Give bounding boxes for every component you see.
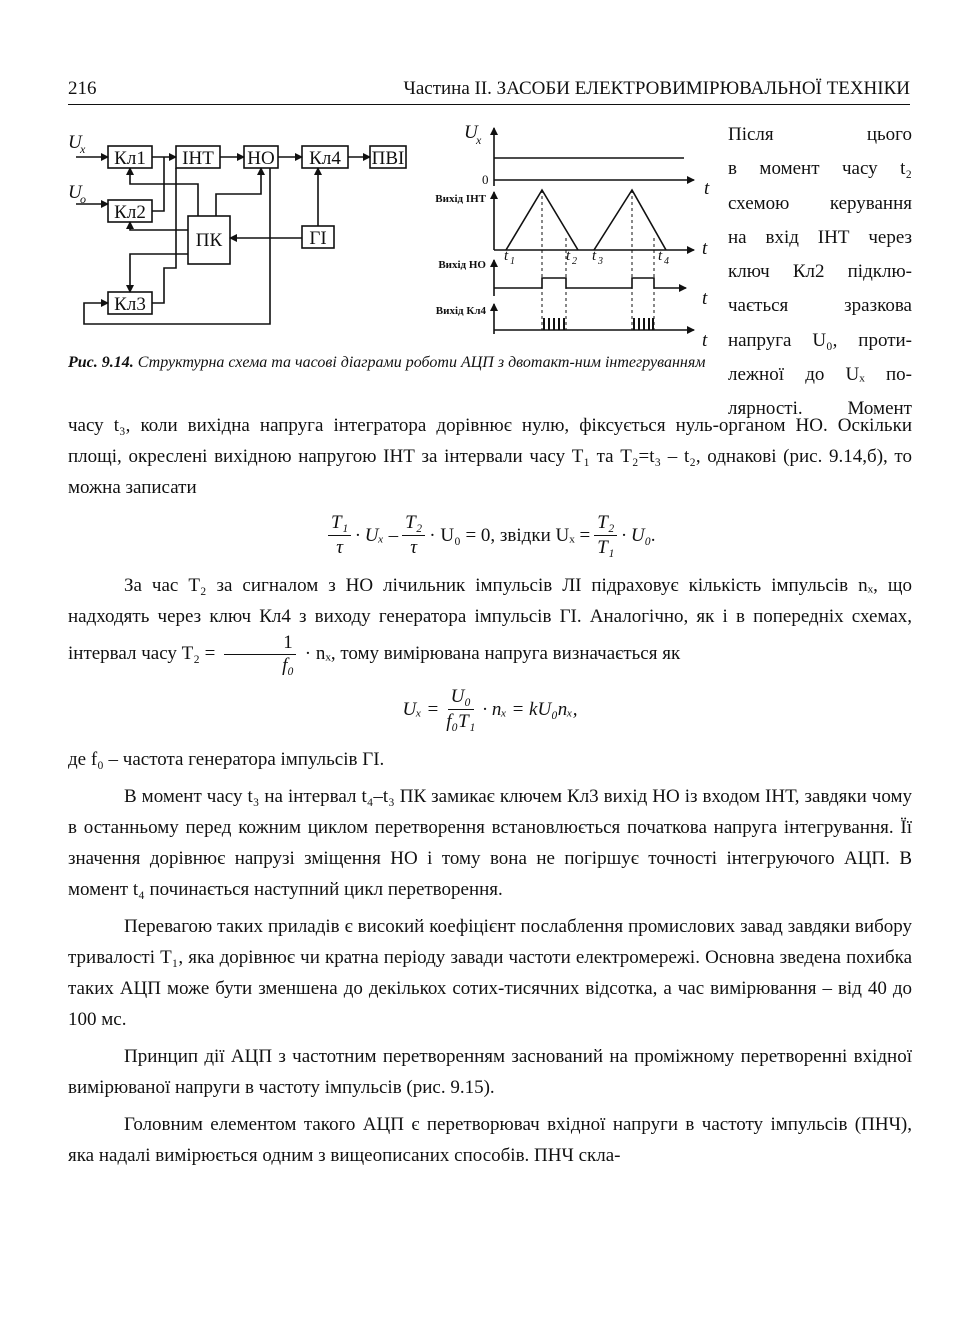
formula-part: Uₓ =: [402, 699, 440, 720]
side-line: Після цього: [728, 124, 912, 145]
formula-part: · U₀.: [621, 525, 656, 546]
side-line: в момент часу t₂: [728, 158, 912, 180]
caption-text: Структурна схема та часові діаграми роботи АЦП з двотакт-ним інтегруванням: [137, 354, 706, 371]
timing-label-kl4-out: Вихід Кл4: [435, 305, 486, 317]
denominator: τ: [336, 537, 344, 558]
fraction: [594, 511, 617, 560]
timing-t4: t: [658, 248, 663, 264]
formula-2: [68, 685, 912, 734]
running-title: Частина II. ЗАСОБИ ЕЛЕКТРОВИМІРЮВАЛЬНОЇ ТЕХНІКИ: [403, 78, 910, 99]
numerator: T₁: [328, 511, 351, 536]
label-pvi: ПВІ: [371, 148, 405, 169]
timing-label-no-out: Вихід НО: [438, 259, 486, 271]
formula-part: · Uₓ –: [355, 525, 399, 546]
fraction: [402, 511, 425, 560]
side-line: лярності. Момент: [728, 398, 912, 420]
fraction: [223, 632, 297, 677]
fraction: [328, 511, 351, 560]
numerator: U₀: [448, 685, 474, 710]
formula-part: · U₀ = 0, звідки Uₓ =: [429, 525, 591, 546]
timing-label-int-out: Вихід ІНТ: [435, 193, 486, 205]
figure-9-14: [66, 118, 716, 350]
label-kl3: Кл3: [114, 294, 146, 315]
input-uo-label: U: [68, 182, 82, 203]
side-line: напруга U₀, проти-: [728, 329, 912, 351]
label-gi: ГІ: [309, 228, 327, 249]
denominator: f₀: [282, 655, 294, 676]
page-number: 216: [68, 78, 97, 99]
timing-t3: t: [592, 248, 597, 264]
label-no: НО: [247, 148, 275, 169]
denominator: f₀T₁: [446, 711, 476, 732]
paragraph: [68, 570, 912, 677]
timing-t2: t: [566, 248, 571, 264]
figure-caption: [68, 352, 718, 373]
paragraph: часу t₃, коли вихідна напруга інтегратора дорівнює нулю, фіксується нуль-органом НО. Оскільки площі, окреслені вихідною напругою ІНТ за інтервали часу T₁ та T₂=t₃ – t₂, однакові (рис. 9.14,б), то можна записати: [68, 415, 912, 498]
text-run: · nₓ, тому вимірювана напруга визначається як: [304, 642, 681, 664]
text-run: За час T₂ за сигналом з НО лічильник імпульсів ЛІ підраховує кількість імпульсів nₓ, що надходять через ключ Кл4 з виходу генератора імпульсів ГІ. Аналогічно, як і в попередніх схемах, інтервал часу T₂ =: [68, 575, 912, 664]
timing-t1: t: [504, 248, 509, 264]
timing-t-axis-3: t: [702, 288, 708, 309]
side-line: лежної до Uₓ по-: [728, 364, 912, 386]
formula-1: [68, 511, 912, 560]
running-header: [68, 74, 910, 105]
side-line: чається зразкова: [728, 295, 912, 317]
body-text: [68, 410, 912, 1177]
paragraph: Перевагою таких приладів є високий коефіцієнт послаблення промислових завад завдяки вибору тривалості T₁, яка дорівнює чи кратна періоду завади частоти електромережі. Основна зведена похибка таких АЦП може бути зменшена до декількох сотих-тисячних відсотка, а час вимірювання – від 40 до 100 мс.: [68, 916, 912, 1030]
paragraph: де f₀ – частота генератора імпульсів ГІ.: [68, 749, 385, 770]
label-kl4: Кл4: [309, 148, 341, 169]
timing-t3-sub: 3: [598, 256, 603, 267]
timing-ux-sub: x: [476, 133, 482, 147]
input-uo-sub: o: [80, 192, 86, 206]
paragraph: В момент часу t₃ на інтервал t₄–t₃ ПК замикає ключем Кл3 вихід НО із входом ІНТ, завдяки чому в останньому перед кожним циклом перетворення встановлюється початкова напруга інтегрування. Її значення дорівнює напрузі зміщення НО і тому вона не погіршує точності інтегруючого АЦП. В момент t₄ починається наступний цикл перетворення.: [68, 786, 912, 900]
timing-ux-label: U: [464, 122, 478, 143]
paragraph: Головним елементом такого АЦП є перетворювач вхідної напруги в частоту імпульсів (ПНЧ), яка надалі вимірюється одним з вищеописаних способів. ПНЧ скла-: [68, 1114, 912, 1166]
label-int: ІНТ: [182, 148, 214, 169]
side-line: ключ Кл2 підклю-: [728, 261, 912, 283]
denominator: τ: [410, 537, 418, 558]
timing-t-axis-1: t: [704, 178, 710, 199]
input-ux-label: U: [68, 132, 82, 153]
timing-zero: 0: [482, 172, 489, 187]
paragraph: Принцип дії АЦП з частотним перетворенням заснований на проміжному перетворенні вхідної вимірюваної напруги в частоту імпульсів (рис. 9.15).: [68, 1046, 912, 1098]
side-line: на вхід ІНТ через: [728, 226, 912, 248]
input-ux-sub: x: [80, 142, 86, 156]
timing-t4-sub: 4: [664, 256, 669, 267]
denominator: T₁: [597, 537, 615, 558]
timing-t-axis-4: t: [702, 330, 708, 350]
caption-label: Рис. 9.14.: [68, 354, 134, 371]
label-pk: ПК: [195, 230, 223, 251]
label-kl2: Кл2: [114, 202, 146, 223]
formula-part: · nₓ = kU₀nₓ,: [482, 699, 578, 720]
label-kl1: Кл1: [114, 148, 146, 169]
numerator: 1: [224, 632, 296, 655]
numerator: T₂: [594, 511, 617, 536]
timing-t-axis-2: t: [702, 238, 708, 259]
numerator: T₂: [402, 511, 425, 536]
timing-t2-sub: 2: [572, 256, 577, 267]
side-line: схемою керування: [728, 192, 912, 214]
timing-t1-sub: 1: [510, 256, 515, 267]
fraction: [443, 685, 478, 734]
side-text: [728, 118, 912, 427]
